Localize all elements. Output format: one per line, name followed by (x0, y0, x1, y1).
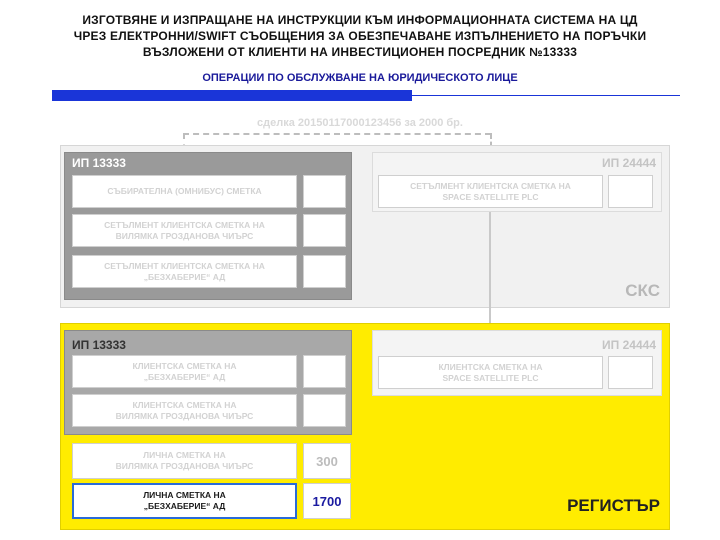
account-line-2: ВИЛЯМКА ГРОЗДАНОВА ЧИЪРС (115, 230, 254, 241)
account-line-2: ВИЛЯМКА ГРОЗДАНОВА ЧИЪРС (115, 461, 254, 471)
registry-bezhaberie-qty (303, 355, 346, 388)
account-line-1: СЪБИРАТЕЛНА (ОМНИБУС) СМЕТКА (107, 186, 262, 196)
registry-vilyamka-qty (303, 394, 346, 427)
sks-settlement-account-vilyamka[interactable] (72, 214, 297, 247)
personal-vilyamka-qty: 300 (303, 443, 351, 479)
account-line-1: ЛИЧНА СМЕТКА НА (143, 490, 226, 500)
title-line-2: ЧРЕЗ ЕЛЕКТРОННИ/SWIFT СЪОБЩЕНИЯ ЗА ОБЕЗПЕЧАВАНЕ ИЗПЪЛНЕНИЕТО НА ПОРЪЧКИ (73, 29, 647, 43)
personal-bezhaberie-qty: 1700 (303, 483, 351, 519)
account-line-1: КЛИЕНТСКА СМЕТКА НА (132, 399, 237, 410)
account-line-1: КЛИЕНТСКА СМЕТКА НА (132, 360, 237, 371)
account-line-2: SPACE SATELLITE PLC (442, 191, 539, 202)
registry-system-label: РЕГИСТЪР (567, 496, 660, 515)
account-line-2: SPACE SATELLITE PLC (442, 372, 539, 383)
registry-client-account-space-satellite[interactable] (378, 356, 603, 389)
account-line-1: КЛИЕНТСКА СМЕТКА НА (438, 361, 543, 372)
account-line-2: ВИЛЯМКА ГРОЗДАНОВА ЧИЪРС (115, 410, 254, 421)
account-line-1: СЕТЪЛМЕНТ КЛИЕНТСКА СМЕТКА НА (104, 260, 265, 271)
account-line-1: СЕТЪЛМЕНТ КЛИЕНТСКА СМЕТКА НА (410, 180, 571, 191)
page-subtitle: ОПЕРАЦИИ ПО ОБСЛУЖВАНЕ НА ЮРИДИЧЕСКОТО ЛИЦЕ (202, 72, 518, 84)
registry-ip-13333-label: ИП 13333 (72, 338, 126, 352)
accent-line (412, 95, 680, 96)
sks-ip-24444-label: ИП 24444 (602, 156, 656, 170)
sks-omnibus-account[interactable] (72, 175, 297, 208)
registry-client-account-bezhaberie[interactable] (72, 355, 297, 388)
sks-bezhaberie-qty (303, 255, 346, 288)
title-line-1: ИЗГОТВЯНЕ И ИЗПРАЩАНЕ НА ИНСТРУКЦИИ КЪМ ИНФОРМАЦИОННАТА СИСТЕМА НА ЦД (82, 13, 638, 27)
sks-omnibus-qty (303, 175, 346, 208)
deal-label: сделка 20150117000123456 за 2000 бр. (257, 117, 463, 129)
personal-account-bezhaberie[interactable] (72, 483, 297, 519)
title-line-3: ВЪЗЛОЖЕНИ ОТ КЛИЕНТИ НА ИНВЕСТИЦИОНЕН ПОСРЕДНИК №13333 (142, 45, 578, 59)
registry-ip-24444-label: ИП 24444 (602, 338, 656, 352)
deal-connector-horizontal (183, 133, 491, 135)
registry-space-satellite-qty (608, 356, 653, 389)
sks-system-label: СКС (625, 281, 660, 300)
registry-client-account-vilyamka[interactable] (72, 394, 297, 427)
sks-ip-13333-label: ИП 13333 (72, 156, 126, 170)
sks-settlement-account-space-satellite[interactable] (378, 175, 603, 208)
sks-settlement-account-bezhaberie[interactable] (72, 255, 297, 288)
account-line-2: „БЕЗХАБЕРИЕ“ АД (143, 501, 226, 511)
account-line-1: ЛИЧНА СМЕТКА НА (143, 450, 226, 460)
account-line-2: „БЕЗХАБЕРИЕ“ АД (143, 371, 226, 382)
sks-space-satellite-qty (608, 175, 653, 208)
account-line-2: „БЕЗХАБЕРИЕ“ АД (143, 271, 226, 282)
accent-bar (52, 90, 412, 101)
account-line-1: СЕТЪЛМЕНТ КЛИЕНТСКА СМЕТКА НА (104, 219, 265, 230)
sks-vilyamka-qty (303, 214, 346, 247)
page-title (20, 12, 700, 60)
personal-account-vilyamka[interactable] (72, 443, 297, 479)
